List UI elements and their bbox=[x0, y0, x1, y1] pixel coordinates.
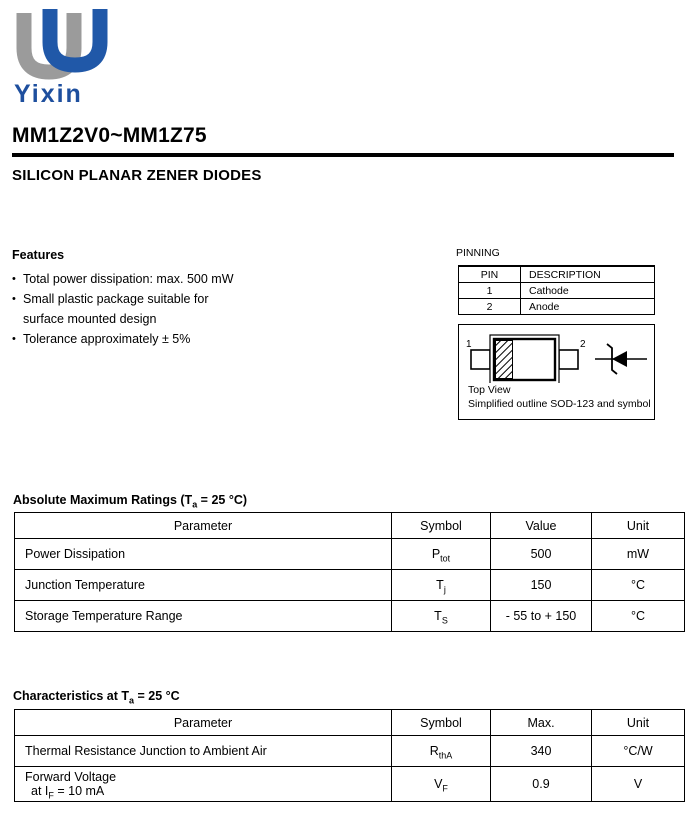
value-cell: - 55 to + 150 bbox=[491, 601, 592, 632]
table-row bbox=[15, 736, 685, 767]
parameter-line: Thermal Resistance Junction to Ambient Air bbox=[25, 744, 267, 758]
parameter-line: Storage Temperature Range bbox=[25, 609, 183, 623]
bullet-icon: • bbox=[12, 333, 16, 345]
abs-max-table bbox=[14, 512, 685, 632]
symbol-cell: $V_F$ bbox=[392, 767, 491, 802]
pinning-heading: PINNING bbox=[456, 247, 500, 259]
pinning-header-row bbox=[459, 266, 655, 283]
unit-cell: mW bbox=[592, 539, 685, 570]
feature-item bbox=[12, 289, 342, 329]
symbol-cell: $T_S$ bbox=[392, 601, 491, 632]
sod123-outline-icon bbox=[459, 325, 653, 383]
package-caption-outline: Simplified outline SOD-123 and symbol bbox=[468, 398, 651, 410]
feature-line: Total power dissipation: max. 500 mW bbox=[23, 272, 234, 286]
pinning-row bbox=[459, 283, 655, 299]
table-row bbox=[15, 570, 685, 601]
column-header: Symbol bbox=[392, 513, 491, 539]
parameter-line: Forward Voltage bbox=[25, 770, 117, 784]
value-cell: 150 bbox=[491, 570, 592, 601]
parameter-line: at $I_F = 10$ mA bbox=[31, 784, 105, 801]
feature-line: surface mounted design bbox=[23, 312, 157, 326]
features-section bbox=[12, 248, 342, 349]
table-row bbox=[15, 539, 685, 570]
title-divider bbox=[12, 153, 674, 157]
feature-text bbox=[23, 269, 234, 289]
pinning-row bbox=[459, 299, 655, 315]
column-header: Unit bbox=[592, 513, 685, 539]
table-row bbox=[15, 601, 685, 632]
package-caption-top-view: Top View bbox=[468, 384, 511, 396]
unit-cell: °C/W bbox=[592, 736, 685, 767]
characteristics-header-row bbox=[15, 710, 685, 736]
unit-cell: °C bbox=[592, 570, 685, 601]
page-title: MM1Z2V0~MM1Z75 bbox=[12, 124, 207, 147]
pinning-column-header: PIN bbox=[459, 266, 521, 283]
feature-text bbox=[23, 289, 209, 329]
parameter-line: Power Dissipation bbox=[25, 547, 126, 561]
abs-max-heading: Absolute Maximum Ratings ($T_a = 25$ °C) bbox=[13, 493, 248, 510]
symbol-cell: $T_j$ bbox=[392, 570, 491, 601]
brand-name: Yixin bbox=[14, 80, 83, 108]
value-cell: 0.9 bbox=[491, 767, 592, 802]
parameter-cell bbox=[15, 767, 392, 802]
package-diagram bbox=[458, 324, 655, 420]
unit-cell: V bbox=[592, 767, 685, 802]
pin-number-cell: 2 bbox=[459, 299, 521, 315]
bullet-icon: • bbox=[12, 293, 16, 305]
column-header: Max. bbox=[491, 710, 592, 736]
column-header: Unit bbox=[592, 710, 685, 736]
value-cell: 500 bbox=[491, 539, 592, 570]
feature-text bbox=[23, 329, 190, 349]
table-row bbox=[15, 767, 685, 802]
column-header: Value bbox=[491, 513, 592, 539]
characteristics-table bbox=[14, 709, 685, 802]
pin-description-cell: Cathode bbox=[521, 283, 655, 299]
parameter-line: Junction Temperature bbox=[25, 578, 145, 592]
zener-symbol-icon bbox=[595, 344, 647, 374]
pin1-label: 1 bbox=[466, 339, 472, 350]
parameter-cell bbox=[15, 539, 392, 570]
pin-number-cell: 1 bbox=[459, 283, 521, 299]
pin-description-cell: Anode bbox=[521, 299, 655, 315]
feature-line: Small plastic package suitable for bbox=[23, 292, 209, 306]
unit-cell: °C bbox=[592, 601, 685, 632]
abs-max-header-row bbox=[15, 513, 685, 539]
feature-line: Tolerance approximately ± 5% bbox=[23, 332, 191, 346]
parameter-cell bbox=[15, 736, 392, 767]
features-list bbox=[12, 269, 342, 349]
symbol-cell: $R_{thA}$ bbox=[392, 736, 491, 767]
characteristics-heading: Characteristics at $T_a = 25$ °C bbox=[13, 689, 180, 706]
logo-u-icon bbox=[12, 6, 112, 80]
company-logo bbox=[12, 6, 122, 107]
column-header: Parameter bbox=[15, 513, 392, 539]
bullet-icon: • bbox=[12, 273, 16, 285]
value-cell: 340 bbox=[491, 736, 592, 767]
pinning-column-header: DESCRIPTION bbox=[521, 266, 655, 283]
symbol-cell: $P_{tot}$ bbox=[392, 539, 491, 570]
feature-item bbox=[12, 329, 342, 349]
feature-item bbox=[12, 269, 342, 289]
column-header: Symbol bbox=[392, 710, 491, 736]
column-header: Parameter bbox=[15, 710, 392, 736]
pin2-label: 2 bbox=[580, 339, 586, 350]
features-heading: Features bbox=[12, 248, 65, 262]
parameter-cell bbox=[15, 570, 392, 601]
pinning-table bbox=[458, 265, 655, 315]
page-subtitle: SILICON PLANAR ZENER DIODES bbox=[12, 167, 262, 184]
parameter-cell bbox=[15, 601, 392, 632]
